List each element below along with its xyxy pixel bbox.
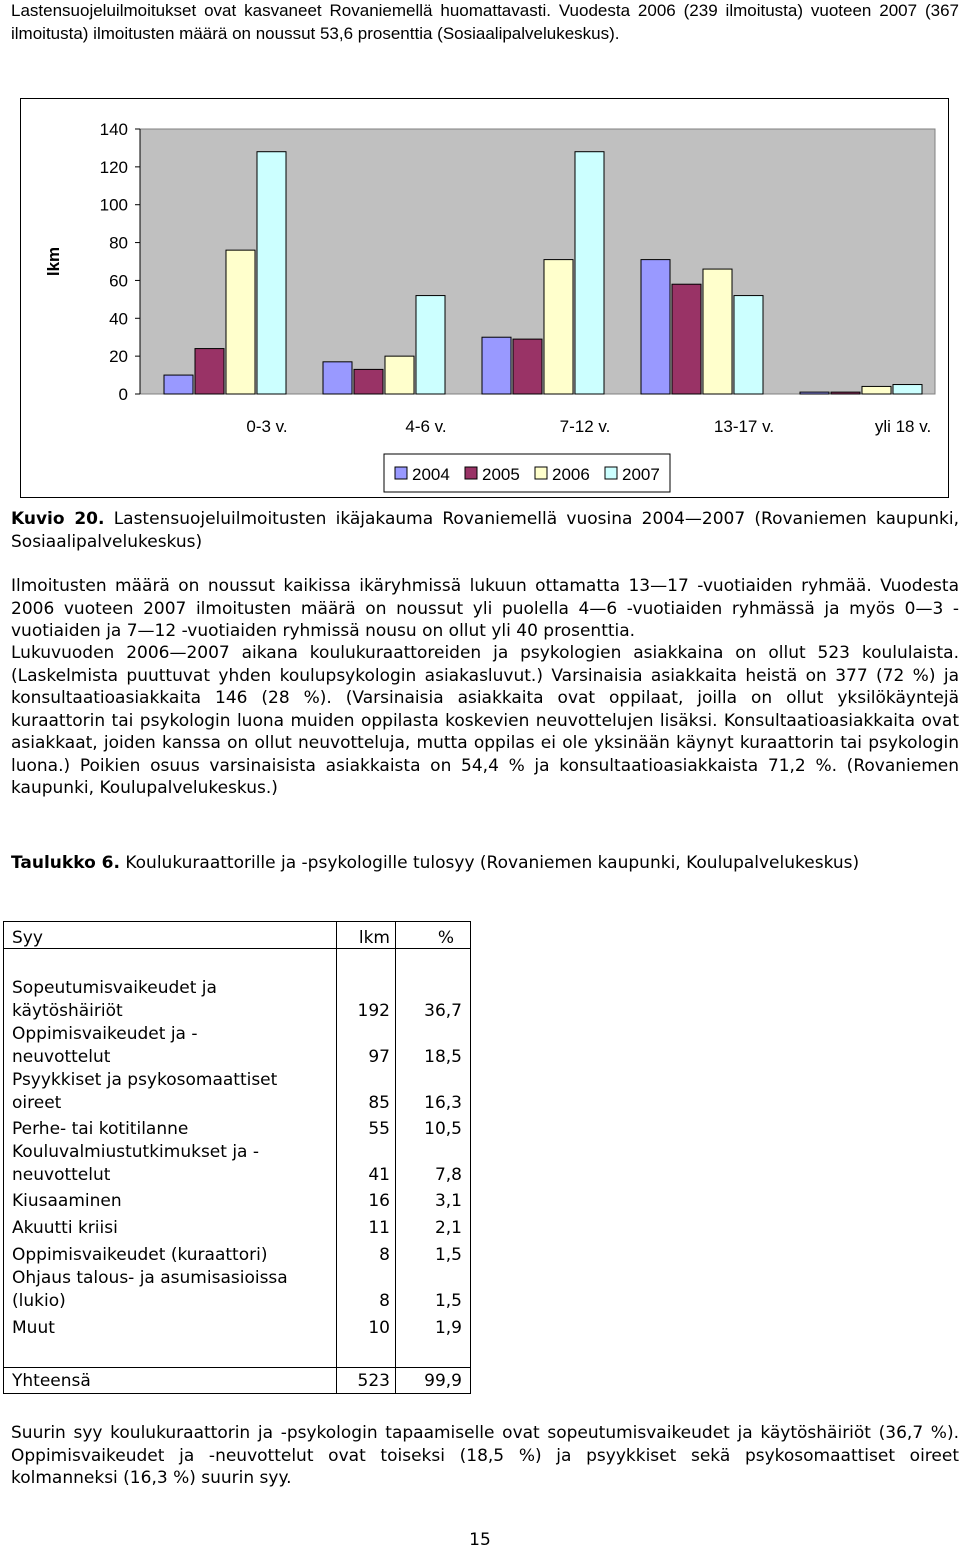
row-0-syy: Sopeutumisvaikeudet ja käytöshäiriöt [12, 978, 217, 1021]
page-number: 15 [469, 1530, 491, 1550]
bar-2005-3 [672, 284, 701, 394]
row-8-lkm: 8 [379, 1291, 390, 1311]
y-tick-label: 0 [118, 385, 128, 404]
row-3-pct: 10,5 [424, 1119, 462, 1139]
y-tick-label: 140 [99, 120, 128, 139]
row-1-syy: Oppimisvaikeudet ja -neuvottelut [12, 1024, 198, 1067]
figure-caption [11, 508, 959, 553]
table-divider [336, 922, 337, 1393]
total-pct: 99,9 [424, 1371, 462, 1391]
bar-2005-2 [513, 339, 542, 394]
y-tick-label: 100 [99, 195, 128, 215]
bar-2007-4 [893, 385, 922, 394]
bar-2006-2 [544, 260, 573, 394]
row-9-syy: Muut [12, 1318, 55, 1338]
chart-svg [21, 99, 948, 497]
legend-label-2005: 2005 [482, 465, 520, 484]
bar-2007-1 [416, 296, 445, 394]
header-percent: % [437, 928, 454, 948]
row-6-pct: 2,1 [434, 1218, 462, 1238]
row-2-lkm: 85 [368, 1093, 390, 1113]
bar-2006-1 [385, 356, 414, 394]
row-5-lkm: 16 [368, 1191, 390, 1211]
x-tick-label: 0-3 v. [246, 417, 288, 436]
bar-2006-0 [226, 250, 255, 394]
table-divider [4, 1367, 470, 1368]
legend-swatch-2006 [535, 467, 547, 479]
bar-2004-0 [164, 375, 193, 394]
figure-caption-text: Lastensuojeluilmoitusten ikäjakauma Rovaniemellä vuosina 2004—2007 (Rovaniemen kaupunki, Sosiaalipalvelukeskus) [11, 509, 959, 552]
y-tick-label: 80 [109, 233, 128, 253]
header-syy: Syy [12, 928, 43, 948]
row-6-syy: Akuutti kriisi [12, 1218, 118, 1238]
intro-paragraph: Lastensuojeluilmoitukset ovat kasvaneet Rovaniemellä huomattavasti. Vuodesta 2006 (239 ilmoitusta) vuoteen 2007 (367 ilmoitusta) ilmoitusten määrä on noussut 53,6 prosenttia (Sosiaalipalvelukeskus). [11, 1, 959, 43]
bar-2004-4 [800, 392, 829, 394]
bar-2004-3 [641, 260, 670, 394]
age-distribution-chart [20, 98, 949, 498]
reasons-table [3, 921, 471, 1394]
paragraph-1: Ilmoitusten määrä on noussut kaikissa ikäryhmissä lukuun ottamatta 13—17 -vuotiaiden ryhmää. Vuodesta 2006 vuoteen 2007 ilmoitusten määrä on noussut yli puolella 4—6 -vuotiaiden ryhmässä ja myös 0—3 -vuotiaiden ja 7—12 -vuotiaiden ryhmissä nousu on ollut yli 40 prosenttia. [11, 576, 959, 641]
table-caption-label: Taulukko 6. [11, 853, 120, 873]
legend-swatch-2004 [395, 467, 407, 479]
y-tick-label: 120 [99, 157, 128, 177]
x-tick-label: 4-6 v. [405, 417, 447, 436]
x-tick-label: yli 18 v. [874, 417, 932, 436]
bar-2004-1 [323, 362, 352, 394]
row-7-syy: Oppimisvaikeudet (kuraattori) [12, 1245, 268, 1265]
row-6-lkm: 11 [368, 1218, 390, 1238]
table-divider [395, 922, 396, 1393]
bar-2005-4 [831, 392, 860, 394]
row-1-pct: 18,5 [424, 1047, 462, 1067]
bar-2007-2 [575, 152, 604, 394]
y-tick-label: 20 [109, 347, 128, 367]
bar-2006-3 [703, 269, 732, 394]
y-axis-label: lkm [44, 246, 63, 277]
bar-2005-0 [195, 349, 224, 394]
row-7-lkm: 8 [379, 1245, 390, 1265]
row-3-syy: Perhe- tai kotitilanne [12, 1119, 189, 1139]
row-9-pct: 1,9 [434, 1318, 462, 1338]
row-2-pct: 16,3 [424, 1093, 462, 1113]
row-8-syy: Ohjaus talous- ja asumisasioissa (lukio) [12, 1268, 288, 1311]
row-7-pct: 1,5 [434, 1245, 462, 1265]
row-8-pct: 1,5 [434, 1291, 462, 1311]
row-2-syy: Psyykkiset ja psykosomaattiset oireet [12, 1070, 278, 1113]
row-9-lkm: 10 [368, 1318, 390, 1338]
row-5-syy: Kiusaaminen [12, 1191, 122, 1211]
legend-swatch-2005 [465, 467, 477, 479]
bar-2006-4 [862, 386, 891, 394]
paragraph-3: Suurin syy koulukuraattorin ja -psykologin tapaamiselle ovat sopeutumisvaikeudet ja käytöshäiriöt (36,7 %). Oppimisvaikeudet ja -neuvottelut ovat toiseksi (18,5 %) ja psyykkiset sekä psykosomaattiset oireet kolmanneksi (16,3 %) suurin syy. [11, 1423, 959, 1488]
row-4-pct: 7,8 [434, 1165, 462, 1185]
row-1-lkm: 97 [368, 1047, 390, 1067]
table-caption [11, 852, 959, 875]
row-4-syy: Kouluvalmiustutkimukset ja -neuvottelut [12, 1142, 260, 1185]
x-tick-label: 13-17 v. [713, 417, 775, 436]
row-5-pct: 3,1 [434, 1191, 462, 1211]
total-lkm: 523 [357, 1371, 390, 1391]
legend-label-2004: 2004 [412, 465, 450, 484]
figure-caption-label: Kuvio 20. [11, 509, 105, 529]
row-4-lkm: 41 [368, 1165, 390, 1185]
total-syy: Yhteensä [12, 1371, 91, 1391]
table-caption-text: Koulukuraattorille ja -psykologille tulosyy (Rovaniemen kaupunki, Koulupalvelukeskus) [125, 853, 860, 873]
bar-2007-0 [257, 152, 286, 394]
header-lkm: lkm [358, 928, 390, 948]
legend-label-2007: 2007 [622, 465, 660, 484]
y-tick-label: 40 [109, 309, 128, 329]
bar-2005-1 [354, 369, 383, 394]
legend-label-2006: 2006 [552, 465, 590, 484]
paragraph-2: Lukuvuoden 2006—2007 aikana koulukuraattoreiden ja psykologien asiakkaina on ollut 523 koululaista. (Laskelmista puuttuvat yhden koulupsykologin asiakasluvut.) Varsinaisia asiakkaita heistä on 377 (72 %) ja konsultaatioasiakkaita 146 (28 %). (Varsinaisia asiakkaita ovat oppilaat, joilla on ollut yksilökäyntejä kuraattorin tai psykologin luona muiden oppilasta koskevien neuvottelujen lisäksi. Konsultaatioasiakkaita ovat asiakkaat, joiden kanssa on ollut neuvotteluja, mutta oppilas ei ole yksinään käynyt kuraattorin tai psykologin luona.) Poikien osuus varsinaisista asiakkaista on 54,4 % ja konsultaatioasiakkaista 71,2 %. (Rovaniemen kaupunki, Koulupalvelukeskus.) [11, 643, 959, 798]
bar-2004-2 [482, 337, 511, 394]
y-tick-label: 60 [109, 271, 128, 291]
row-0-pct: 36,7 [424, 1001, 462, 1021]
x-tick-label: 7-12 v. [559, 417, 611, 436]
row-3-lkm: 55 [368, 1119, 390, 1139]
row-0-lkm: 192 [357, 1001, 390, 1021]
legend-swatch-2007 [605, 467, 617, 479]
bar-2007-3 [734, 296, 763, 394]
